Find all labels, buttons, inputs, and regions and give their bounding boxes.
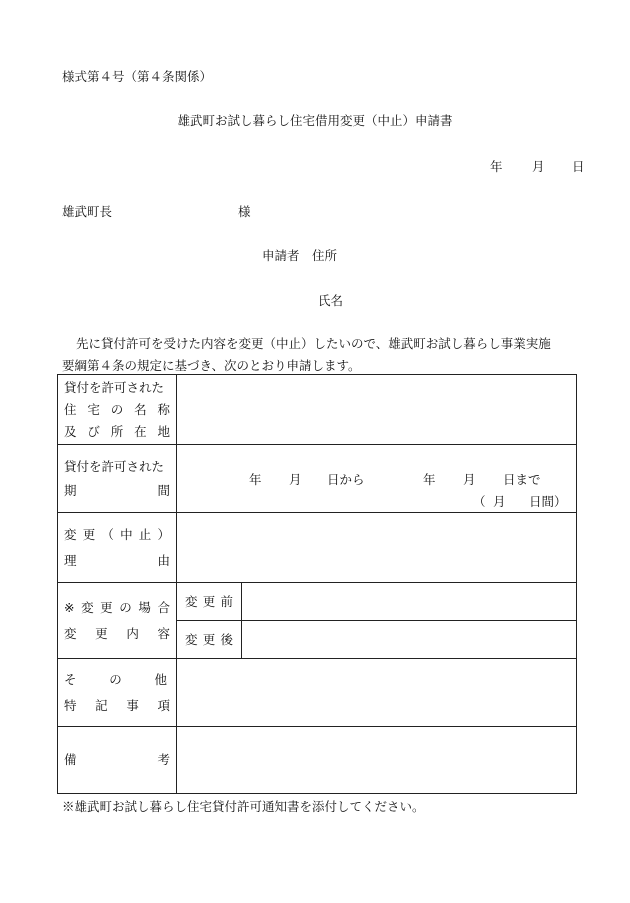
period-days: 日間）: [529, 493, 567, 509]
period-months: 月: [493, 493, 506, 509]
row-property: [58, 375, 577, 445]
label-before-change: 変 更 前: [177, 583, 242, 621]
form-number: 様式第４号（第４条関係）: [62, 69, 213, 84]
label-remarks: [58, 727, 177, 794]
period-open-paren: （: [473, 493, 486, 509]
property-input[interactable]: [177, 375, 577, 445]
label-line: 理 由: [64, 552, 170, 568]
label-line: そ の 他: [64, 671, 167, 687]
applicant-name-label: 氏名: [318, 293, 344, 308]
period-input[interactable]: [177, 445, 577, 513]
period-year-from: 年: [249, 471, 262, 487]
applicant-address-label: 申請者 住所: [262, 248, 338, 263]
row-remarks: [58, 727, 577, 794]
document-title: 雄武町お試し暮らし住宅借用変更（中止）申請書: [177, 113, 453, 128]
period-month-from: 月: [289, 471, 302, 487]
body-line-1: 先に貸付許可を受けた内容を変更（中止）したいので、雄武町お試し暮らし事業実施: [76, 336, 551, 351]
row-period: [58, 445, 577, 513]
body-paragraph: [62, 333, 586, 377]
period-year-to: 年: [423, 471, 436, 487]
after-change-input[interactable]: [242, 621, 577, 659]
period-day-to: 日まで: [503, 471, 541, 487]
label-reason: [58, 513, 177, 583]
label-line: 変 更 （ 中 止 ）: [64, 526, 170, 542]
honorific: 様: [238, 204, 251, 219]
footnote: ※雄武町お試し暮らし住宅貸付許可通知書を添付してください。: [62, 799, 425, 814]
reason-input[interactable]: [177, 513, 577, 583]
label-line: 貸付を許可された: [64, 379, 165, 395]
date-month: 月: [532, 159, 545, 174]
label-line: 備 考: [64, 752, 170, 767]
other-notes-input[interactable]: [177, 659, 577, 727]
label-line: ※ 変 更 の 場 合: [64, 599, 170, 615]
before-change-input[interactable]: [242, 583, 577, 621]
row-change-before: [58, 583, 577, 621]
period-day-from: 日から: [327, 471, 365, 487]
label-line: 貸付を許可された: [64, 458, 165, 474]
label-period: [58, 445, 177, 513]
remarks-input[interactable]: [177, 727, 577, 794]
label-change-content: [58, 583, 177, 659]
label-line: 住 宅 の 名 称: [64, 401, 170, 417]
label-property: [58, 375, 177, 445]
row-other-notes: [58, 659, 577, 727]
period-month-to: 月: [463, 471, 476, 487]
date-year: 年: [490, 159, 503, 174]
label-line: 特 記 事 項: [64, 697, 170, 713]
label-after-change: 変 更 後: [177, 621, 242, 659]
label-line: 期 間: [64, 482, 170, 498]
label-other-notes: [58, 659, 177, 727]
row-reason: [58, 513, 577, 583]
label-line: 及 び 所 在 地: [64, 423, 170, 439]
body-line-2: 要綱第４条の規定に基づき、次のとおり申請します。: [62, 358, 361, 373]
addressee: 雄武町長: [62, 204, 113, 219]
application-table: [57, 374, 577, 794]
label-line: 変 更 内 容: [64, 625, 170, 641]
date-day: 日: [572, 159, 585, 174]
